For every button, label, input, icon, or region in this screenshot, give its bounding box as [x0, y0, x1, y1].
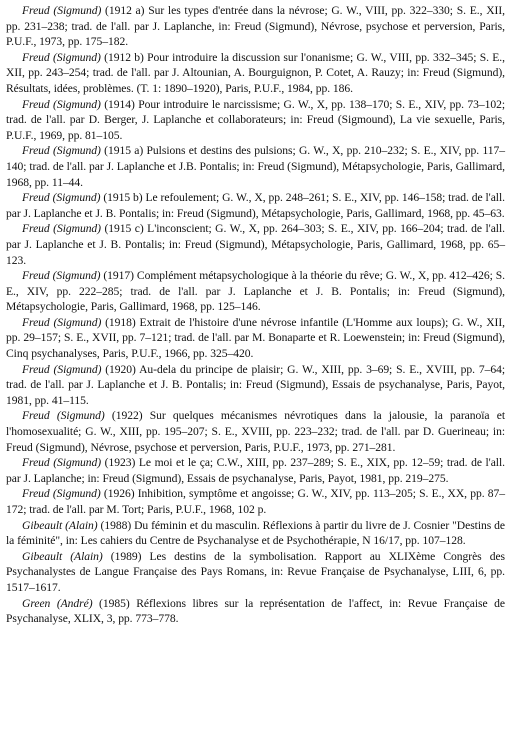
bibliography-entry: [6, 455, 505, 486]
bibliography-entry: [6, 268, 505, 315]
entry-text: (1915 c) L'inconscient; G. W., X, pp. 264–303; S. E., XIV, pp. 166–204; trad. de l'all. par J. Laplanche et J. B. Pontalis; in: Freud (Sigmund), Métapsychologie, Paris, Gallimard, 1968, pp. 65–123.: [6, 222, 505, 267]
entry-text: (1912 a) Sur les types d'entrée dans la névrose; G. W., VIII, pp. 322–330; S. E., XII, pp. 231–238; trad. de l'all. par J. Laplanche, in: Freud (Sigmund), Névrose, psychose et perversion, Paris, P.U.F., 1973, pp. 175–182.: [6, 4, 505, 49]
entry-text: (1914) Pour introduire le narcissisme; G. W., X, pp. 138–170; S. E., XIV, pp. 73–102; trad. de l'all. par D. Berger, J. Laplanche et collaborateurs; in: Freud (Sigmound), La vie sexuelle, Paris, P.U.F., 1969, pp. 81–105.: [6, 97, 505, 142]
entry-author: Freud (Sigmund): [22, 315, 102, 329]
entry-author: Freud (Sigmund): [22, 362, 102, 376]
entry-text: (1915 b) Le refoulement; G. W., X, pp. 248–261; S. E., XIV, pp. 146–158; trad. de l'all. par J. Laplanche et J. B. Pontalis; in: Freud (Sigmund), Métapsychologie, Paris, Gallimard, 1968, pp. 45–63.: [6, 191, 505, 220]
entry-author: Gibeault (Alain): [22, 549, 103, 563]
entry-text: (1918) Extrait de l'histoire d'une névrose infantile (L'Homme aux loups); G. W., XII, pp. 29–157; S. E., XVII, pp. 7–121; trad. de l'all. par M. Bonaparte et R. Loewenstein; in: Freud (Sigmund), Cinq psychanalyses, Paris, P.U.F., 1966, pp. 325–420.: [6, 315, 505, 361]
entry-author: Freud (Sigmund): [22, 97, 101, 111]
bibliography-entry: [6, 549, 505, 596]
bibliography-entry: [6, 408, 505, 455]
entry-text: (1912 b) Pour introduire la discussion sur l'onanisme; G. W., VIII, pp. 332–345; S. E., XII, pp. 243–254; trad. de l'all. par J. Altounian, A. Bourguignon, P. Cotet, A. Rauzy; in: Freud (Sigmund), Résultats, idées, problèmes. (T. 1: 1890–1920), Paris, P.U.F., 1984, pp. 186.: [6, 50, 505, 95]
entry-author: Green (André): [22, 596, 93, 610]
entry-author: Freud (Sigmund): [22, 191, 101, 205]
entry-author: Freud (Sigmund): [22, 222, 101, 236]
entry-text: (1988) Du féminin et du masculin. Réflexions à partir du livre de J. Cosnier "Destins de la féminité", in: Les cahiers du Centre de Psychanalyse et de Psychothérapie, N 16/17, pp. 107–128.: [6, 518, 506, 548]
entry-author: Freud (Sigmund): [22, 269, 101, 283]
bibliography-entry: [6, 143, 505, 190]
bibliography-entry: [6, 315, 505, 362]
entry-text: (1917) Complément métapsychologique à la théorie du rêve; G. W., X, pp. 412–426; S. E., XIV, pp. 222–285; trad. de l'all. par J. Laplanche et J. B. Pontalis; in: Freud (Sigmund), Métapsychologie, Paris, Gallimard, 1968, pp. 125–146.: [6, 269, 505, 314]
entry-author: Freud (Sigmund): [22, 144, 101, 158]
bibliography-entry: [6, 3, 505, 50]
entry-text: (1920) Au-dela du principe de plaisir; G. W., XIII, pp. 3–69; S. E., XVIII, pp. 7–64; trad. de l'all. par J. Laplanche et J. B. Pontalis; in: Freud (Sigmund), Essais de psychanalyse, Paris, Payot, 1981, pp. 41–115.: [6, 362, 505, 407]
entry-text: (1922) Sur quelques mécanismes névrotiques dans la jalousie, la paranoïa et l'homosexualité; G. W., XIII, pp. 195–207; S. E., XVIII, pp. 223–232; trad. de l'all. par D. Guerineau; in: Freud (Sigmund), Névrose, psychose et perversion, Paris, P.U.F., 1973, pp. 271–281.: [6, 409, 505, 454]
entry-author: Freud (Sigmund): [22, 50, 101, 64]
entry-author: Freud (Sigmund): [22, 487, 101, 501]
bibliography-entry: [6, 97, 505, 144]
bibliography-entry: [6, 221, 505, 268]
bibliography-entry: [6, 190, 505, 221]
entry-text: (1915 a) Pulsions et destins des pulsions; G. W., X, pp. 210–232; S. E., XIV, pp. 117–140; trad. de l'all. par J. Laplanche et J.B. Pontalis; in: Freud (Sigmund), Métapsychologie, Paris, Gallimard, 1968, pp. 11–44.: [6, 144, 506, 189]
bibliography-entry: [6, 596, 505, 627]
bibliography-entry: [6, 518, 505, 549]
entry-author: Freud (Sigmund): [22, 456, 102, 470]
entry-author: Freud (Sigmund): [22, 409, 105, 423]
entry-text: (1985) Réflexions libres sur la représentation de l'affect, in: Revue Française de Psychanalyse, XLIX, 3, pp. 773–778.: [6, 596, 505, 626]
entry-author: Gibeault (Alain): [22, 518, 98, 532]
entry-text: (1926) Inhibition, symptôme et angoisse; G. W., XIV, pp. 113–205; S. E., XX, pp. 87–172; trad. de l'all. par M. Tort; Paris, P.U.F., 1968, 102 p.: [6, 487, 505, 516]
bibliography-entry: [6, 486, 505, 517]
entry-text: (1923) Le moi et le ça; C.W., XIII, pp. 237–289; S. E., XIX, pp. 12–59; trad. de l'all. par J. Laplanche; in: Freud (Sigmund), Essais de psychanalyse, Paris, Payot, 1981, pp. 219–275.: [6, 456, 506, 485]
entry-author: Freud (Sigmund): [22, 4, 102, 17]
bibliography-entry: [6, 50, 505, 97]
bibliography-entry: [6, 362, 505, 409]
entry-text: (1989) Les destins de la symbolisation. Rapport au XLIXème Congrès des Psychanalystes de Langue Française des Pays Romans, in: Revue Française de Psychanalyse, LIII, 6, pp. 1517–1617.: [6, 549, 505, 594]
